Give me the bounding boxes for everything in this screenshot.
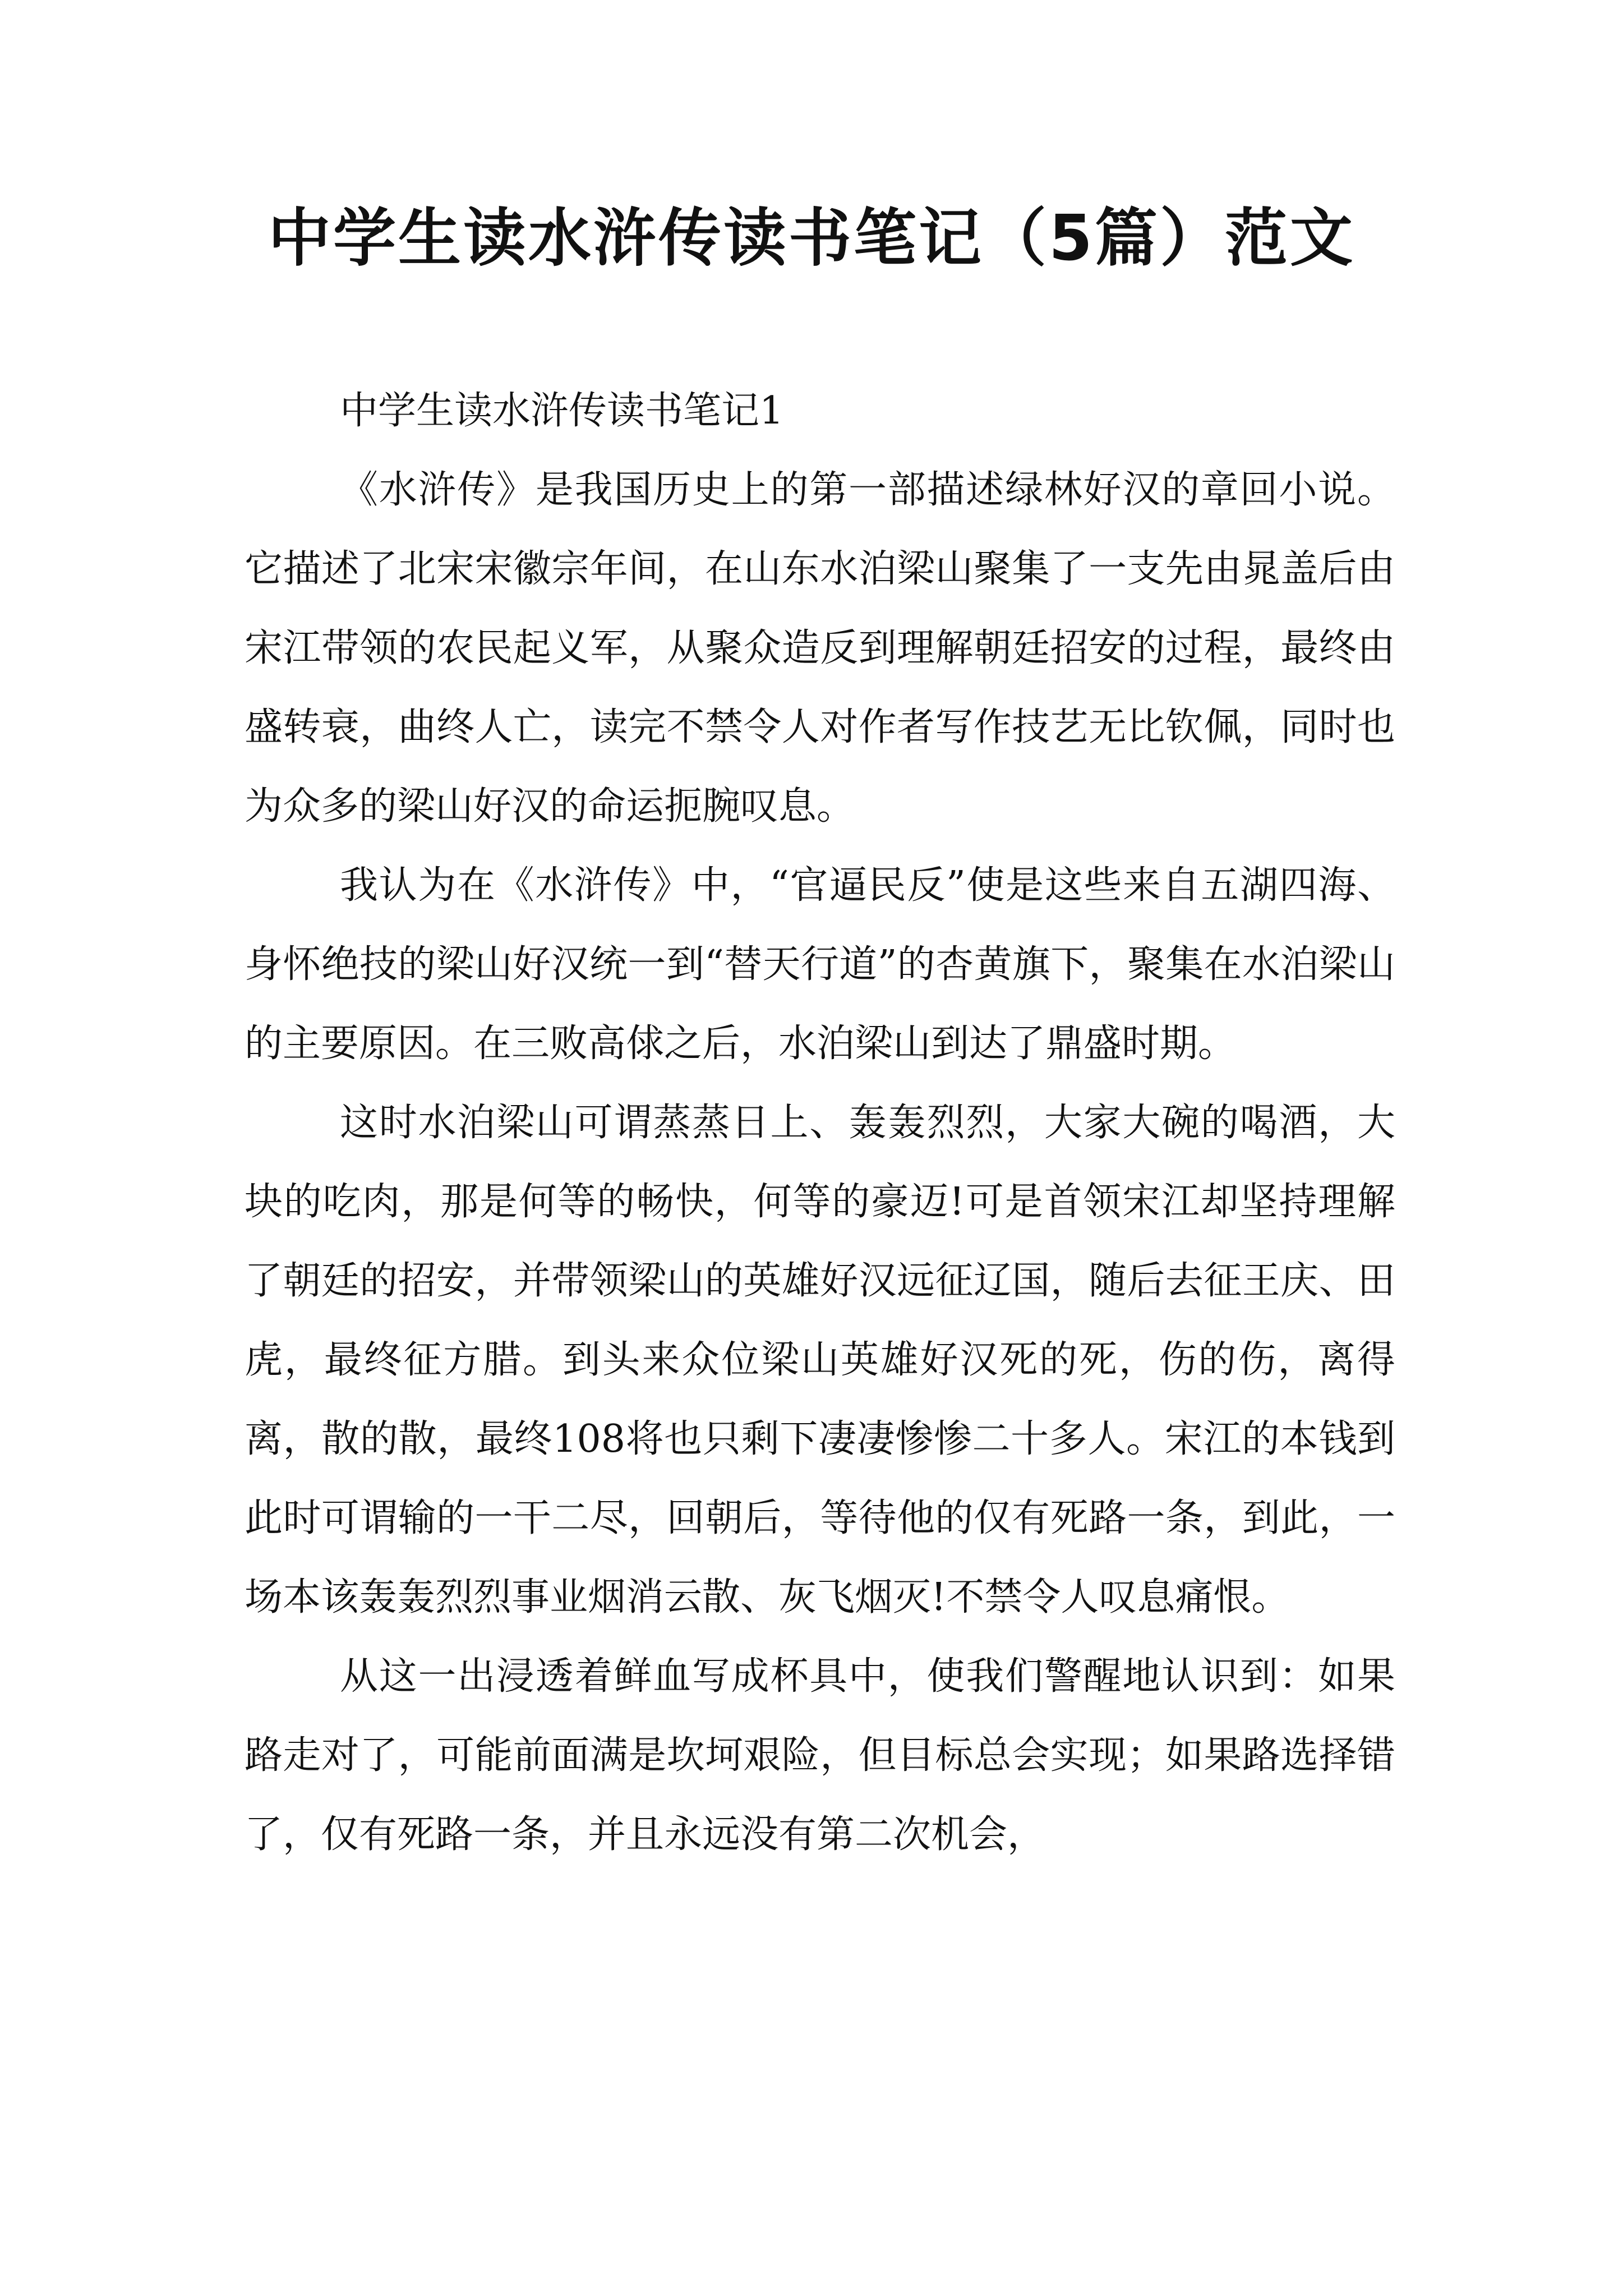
paragraph-decline: 这时水泊梁山可谓蒸蒸日上、轰轰烈烈，大家大碗的喝酒，大块的吃肉，那是何等的畅快，何等的豪迈!可是首领宋江却坚持理解了朝廷的招安，并带领梁山的英雄好汉远征辽国，随后去征王庆、田虎，最终征方腊。到头来众位梁山英雄好汉死的死，伤的伤，离得离，散的散，最终108将也只剩下凄凄惨惨二十多人。宋江的本钱到此时可谓输的一干二尽，回朝后，等待他的仅有死路一条，到此，一场本该轰轰烈烈事业烟消云散、灰飞烟灭!不禁令人叹息痛恨。 <box>245 1101 1395 1619</box>
section-heading: 中学生读水浒传读书笔记1 <box>340 389 784 433</box>
paragraph-lesson: 从这一出浸透着鲜血写成杯具中，使我们警醒地认识到：如果路走对了，可能前面满是坎坷艰险，但目标总会实现；如果路选择错了，仅有死路一条，并且永远没有第二次机会， <box>245 1654 1395 1857</box>
paragraph-cause: 我认为在《水浒传》中，“官逼民反”使是这些来自五湖四海、身怀绝技的梁山好汉统一到“替天行道”的杏黄旗下，聚集在水泊梁山的主要原因。在三败高俅之后，水泊梁山到达了鼎盛时期。 <box>245 863 1395 1066</box>
document-body <box>245 371 1395 1874</box>
document-title: 中学生读水浒传读书笔记（5篇）范文 <box>268 202 1355 275</box>
paragraph-intro: 《水浒传》是我国历史上的第一部描述绿林好汉的章回小说。它描述了北宋宋徽宗年间，在山东水泊梁山聚集了一支先由晁盖后由宋江带领的农民起义军，从聚众造反到理解朝廷招安的过程，最终由盛转衰，曲终人亡，读完不禁令人对作者写作技艺无比钦佩，同时也为众多的梁山好汉的命运扼腕叹息。 <box>245 468 1395 829</box>
